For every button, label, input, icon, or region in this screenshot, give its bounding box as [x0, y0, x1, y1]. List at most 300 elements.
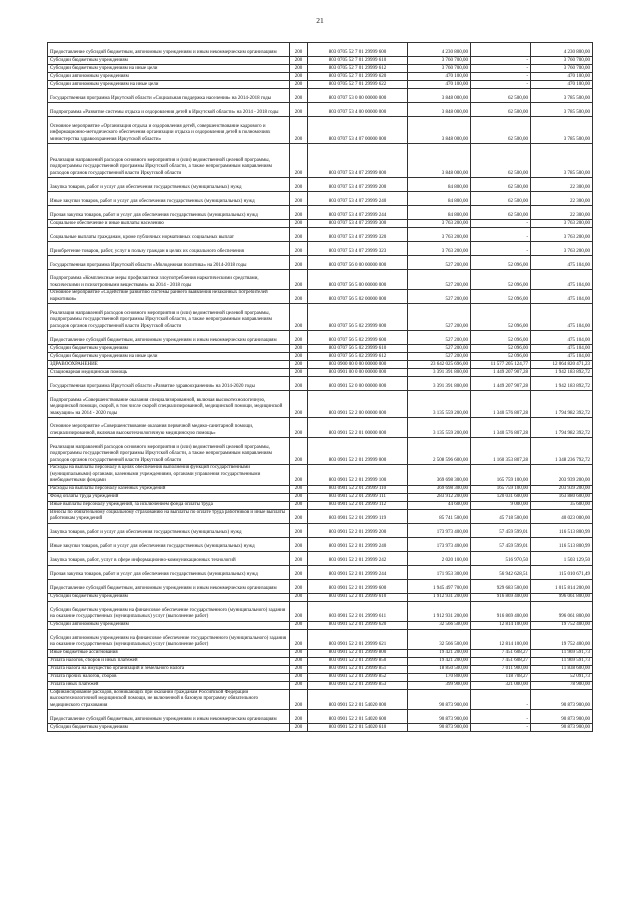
row-approved-cell: 4 230 800,00: [408, 43, 471, 57]
row-executed-cell: -: [471, 689, 531, 710]
row-executed-cell: 7 451 608,27: [471, 649, 531, 657]
row-executed-cell: 57 459 599,01: [471, 537, 531, 551]
row-unexecuted-cell: 116 513 800,99: [531, 537, 593, 551]
row-line-code-cell: 200: [290, 649, 308, 657]
row-budget-code-cell: 803 0901 52 2 01 54020 000: [308, 689, 408, 710]
row-executed-cell: 1 160 353 807,28: [471, 438, 531, 465]
row-approved-cell: 3 391 391 800,00: [408, 377, 471, 391]
table-row: [48, 673, 593, 681]
table-row: [48, 345, 593, 353]
row-budget-code-cell: 803 0901 52 0 00 00000 000: [308, 377, 408, 391]
row-approved-cell: 44 600,00: [408, 501, 471, 509]
row-budget-code-cell: 803 0901 52 2 01 29999 242: [308, 551, 408, 565]
row-budget-code-cell: 803 0901 52 2 01 29999 800: [308, 649, 408, 657]
row-budget-code-cell: 803 0707 53 4 07 00000 000: [308, 117, 408, 144]
row-name-cell: Основное мероприятие «Содействие развитию системы раннего выявления незаконных потребителей наркотиков»: [48, 290, 290, 304]
row-line-code-cell: 200: [290, 621, 308, 629]
row-unexecuted-cell: 22 300,00: [531, 206, 593, 220]
row-approved-cell: 527 200,00: [408, 345, 471, 353]
table-row: [48, 73, 593, 81]
row-unexecuted-cell: 3 760 700,00: [531, 65, 593, 73]
row-budget-code-cell: 803 0901 52 2 01 29999 851: [308, 665, 408, 673]
row-executed-cell: 62 500,00: [471, 103, 531, 117]
row-line-code-cell: 200: [290, 593, 308, 601]
row-name-cell: Субсидии автономным учреждениям: [48, 73, 290, 81]
row-line-code-cell: 200: [290, 565, 308, 579]
row-line-code-cell: 200: [290, 551, 308, 565]
row-approved-cell: 171 953 300,00: [408, 565, 471, 579]
row-name-cell: Расходы на выплаты персоналу в целях обеспечения выполнения функций государственными (муниципальными) органами, казенными учреждениями, органами управления государственными внебюджетными фондами: [48, 465, 290, 486]
row-line-code-cell: 200: [290, 465, 308, 486]
table-row: [48, 551, 593, 565]
table-row: [48, 369, 593, 377]
row-approved-cell: 3 848 000,00: [408, 117, 471, 144]
row-approved-cell: 1 912 931 200,00: [408, 601, 471, 621]
row-unexecuted-cell: 1 794 982 392,72: [531, 391, 593, 418]
row-executed-cell: 165 759 100,00: [471, 485, 531, 493]
row-line-code-cell: 200: [290, 493, 308, 501]
row-unexecuted-cell: 40 023 000,00: [531, 509, 593, 523]
row-unexecuted-cell: 3 763 200,00: [531, 228, 593, 242]
row-budget-code-cell: 803 0705 52 7 01 29999 612: [308, 65, 408, 73]
row-unexecuted-cell: 11 838 600,00: [531, 665, 593, 673]
row-executed-cell: 321 000,00: [471, 681, 531, 689]
row-unexecuted-cell: 475 104,00: [531, 304, 593, 331]
row-budget-code-cell: 803 0901 52 2 01 29999 610: [308, 593, 408, 601]
row-approved-cell: 527 200,00: [408, 256, 471, 270]
table-row: [48, 629, 593, 649]
row-unexecuted-cell: 4 230 800,00: [531, 43, 593, 57]
row-budget-code-cell: 803 0707 56 5 02 29999 610: [308, 345, 408, 353]
row-budget-code-cell: 803 0901 52 2 01 29999 852: [308, 673, 408, 681]
row-name-cell: Подпрограмма «Совершенствование оказания специализированной, включая высокотехнологичную, медицинской помощи, скорой, в том числе скорой специализированной, медицинской помощи, медицинской эвакуации» на 2014 - 2020 годы: [48, 391, 290, 418]
row-name-cell: Закупка товаров, работ и услуг для обеспечения государственных (муниципальных) нужд: [48, 523, 290, 537]
row-executed-cell: 165 759 100,00: [471, 465, 531, 486]
row-budget-code-cell: 803 0707 53 4 07 29999 240: [308, 192, 408, 206]
table-row: [48, 689, 593, 710]
row-executed-cell: 916 869 400,00: [471, 601, 531, 621]
row-line-code-cell: 200: [290, 579, 308, 593]
row-approved-cell: 3 848 000,00: [408, 103, 471, 117]
row-line-code-cell: 200: [290, 391, 308, 418]
table-row: [48, 270, 593, 290]
row-budget-code-cell: 803 0901 52 2 01 29999 244: [308, 565, 408, 579]
row-line-code-cell: 200: [290, 523, 308, 537]
row-budget-code-cell: 803 0901 52 2 01 54020 600: [308, 710, 408, 724]
row-executed-cell: 62 500,00: [471, 206, 531, 220]
table-row: [48, 117, 593, 144]
row-name-cell: Иные закупки товаров, работ и услуг для обеспечения государственных (муниципальных) нужд: [48, 537, 290, 551]
row-executed-cell: 12 814 100,00: [471, 621, 531, 629]
row-budget-code-cell: 803 0707 56 5 02 29999 612: [308, 353, 408, 361]
row-line-code-cell: 200: [290, 178, 308, 192]
row-executed-cell: 12 814 100,00: [471, 629, 531, 649]
row-line-code-cell: 200: [290, 724, 308, 732]
table-row: [48, 391, 593, 418]
row-approved-cell: 90 873 900,00: [408, 710, 471, 724]
row-budget-code-cell: 803 0707 53 4 07 29999 320: [308, 228, 408, 242]
row-budget-code-cell: 803 0705 52 7 01 29999 622: [308, 81, 408, 89]
row-approved-cell: 3 848 000,00: [408, 144, 471, 178]
row-executed-cell: 52 096,00: [471, 353, 531, 361]
table-row: [48, 485, 593, 493]
row-approved-cell: 369 698 300,00: [408, 485, 471, 493]
row-executed-cell: -: [471, 220, 531, 228]
row-name-cell: Взносы по обязательному социальному страхованию на выплаты по оплате труда работников и иные выплаты работникам учреждений: [48, 509, 290, 523]
row-line-code-cell: 200: [290, 228, 308, 242]
row-name-cell: ЗДРАВООХРАНЕНИЕ: [48, 361, 290, 369]
table-row: [48, 178, 593, 192]
row-budget-code-cell: 803 0707 56 5 02 00000 000: [308, 290, 408, 304]
row-line-code-cell: 200: [290, 377, 308, 391]
table-row: [48, 665, 593, 673]
row-approved-cell: 1 912 931 200,00: [408, 593, 471, 601]
row-approved-cell: 3 135 559 200,00: [408, 418, 471, 438]
row-unexecuted-cell: 90 873 900,00: [531, 710, 593, 724]
row-approved-cell: 32 566 500,00: [408, 629, 471, 649]
row-executed-cell: 929 683 500,00: [471, 579, 531, 593]
row-executed-cell: 1 449 207 907,28: [471, 377, 531, 391]
row-budget-code-cell: 803 0901 52 2 01 29999 621: [308, 629, 408, 649]
table-row: [48, 192, 593, 206]
table-row: [48, 537, 593, 551]
row-line-code-cell: 200: [290, 665, 308, 673]
row-unexecuted-cell: 996 061 800,00: [531, 601, 593, 621]
row-name-cell: Субсидии бюджетным учреждениям на иные цели: [48, 65, 290, 73]
row-line-code-cell: 200: [290, 81, 308, 89]
row-approved-cell: 527 200,00: [408, 270, 471, 290]
table-row: [48, 493, 593, 501]
row-line-code-cell: 200: [290, 345, 308, 353]
row-name-cell: Субсидии бюджетным учреждениям: [48, 57, 290, 65]
table-row: [48, 593, 593, 601]
row-executed-cell: 62 500,00: [471, 117, 531, 144]
row-executed-cell: 52 096,00: [471, 290, 531, 304]
row-budget-code-cell: 803 0900 00 0 00 00000 000: [308, 361, 408, 369]
row-unexecuted-cell: 3 785 500,00: [531, 117, 593, 144]
row-name-cell: Подпрограмма «Развитие системы отдыха и оздоровления детей в Иркутской области» на 2014 - 2018 годы: [48, 103, 290, 117]
table-row: [48, 228, 593, 242]
row-executed-cell: 1 340 576 807,28: [471, 391, 531, 418]
row-budget-code-cell: 803 0901 52 2 01 29999 611: [308, 601, 408, 621]
row-budget-code-cell: 803 0707 53 4 07 29999 300: [308, 220, 408, 228]
table-row: [48, 465, 593, 486]
row-line-code-cell: 200: [290, 331, 308, 345]
table-row: [48, 710, 593, 724]
row-budget-code-cell: 803 0901 52 2 01 29999 110: [308, 485, 408, 493]
row-approved-cell: 2 508 596 600,00: [408, 438, 471, 465]
row-name-cell: Государственная программа Иркутской области «Социальная поддержка населения» на 2014-2018 годы: [48, 89, 290, 103]
row-line-code-cell: 200: [290, 117, 308, 144]
row-name-cell: Субсидии бюджетным учреждениям на иные цели: [48, 353, 290, 361]
row-unexecuted-cell: 116 513 800,99: [531, 523, 593, 537]
row-executed-cell: 62 500,00: [471, 144, 531, 178]
table-row: [48, 242, 593, 256]
table-row: [48, 353, 593, 361]
row-executed-cell: 916 869 400,00: [471, 593, 531, 601]
row-budget-code-cell: 803 0901 52 2 01 00000 000: [308, 418, 408, 438]
row-budget-code-cell: 803 0707 56 5 00 00000 000: [308, 270, 408, 290]
table-row: [48, 509, 593, 523]
row-line-code-cell: 200: [290, 353, 308, 361]
row-name-cell: Прочая закупка товаров, работ и услуг для обеспечения государственных (муниципальных) нужд: [48, 565, 290, 579]
row-line-code-cell: 200: [290, 65, 308, 73]
row-unexecuted-cell: 22 300,00: [531, 192, 593, 206]
row-approved-cell: 170 800,00: [408, 673, 471, 681]
row-approved-cell: 470 100,00: [408, 73, 471, 81]
row-approved-cell: 527 200,00: [408, 304, 471, 331]
row-name-cell: Субсидии автономным учреждениям на финансовое обеспечение государственного (муниципального) задания на оказание государственных (муниципальных) услуг (выполнение работ): [48, 629, 290, 649]
row-executed-cell: 62 500,00: [471, 178, 531, 192]
row-budget-code-cell: 803 0707 56 0 00 00000 000: [308, 256, 408, 270]
row-unexecuted-cell: 3 785 500,00: [531, 89, 593, 103]
row-unexecuted-cell: 90 873 900,00: [531, 724, 593, 732]
row-name-cell: Расходы на выплаты персоналу казенных учреждений: [48, 485, 290, 493]
row-approved-cell: 173 973 400,00: [408, 523, 471, 537]
row-approved-cell: 3 763 200,00: [408, 228, 471, 242]
row-line-code-cell: 200: [290, 361, 308, 369]
row-line-code-cell: 200: [290, 438, 308, 465]
table-row: [48, 290, 593, 304]
row-executed-cell: 1 449 207 907,28: [471, 369, 531, 377]
row-unexecuted-cell: 470 100,00: [531, 81, 593, 89]
row-executed-cell: -: [471, 710, 531, 724]
row-unexecuted-cell: 475 104,00: [531, 256, 593, 270]
row-unexecuted-cell: 35 600,00: [531, 501, 593, 509]
row-approved-cell: 3 763 200,00: [408, 220, 471, 228]
row-approved-cell: 527 200,00: [408, 353, 471, 361]
row-budget-code-cell: 803 0901 52 2 01 29999 853: [308, 681, 408, 689]
row-name-cell: Уплата налогов, сборов и иных платежей: [48, 657, 290, 665]
table-row: [48, 565, 593, 579]
row-budget-code-cell: 803 0901 52 2 01 29999 240: [308, 537, 408, 551]
row-unexecuted-cell: 3 785 500,00: [531, 144, 593, 178]
row-executed-cell: 52 096,00: [471, 304, 531, 331]
row-approved-cell: 173 973 400,00: [408, 537, 471, 551]
row-budget-code-cell: 803 0707 53 4 07 29999 244: [308, 206, 408, 220]
row-unexecuted-cell: 470 100,00: [531, 73, 593, 81]
row-budget-code-cell: 803 0901 52 2 01 29999 600: [308, 579, 408, 593]
table-row: [48, 657, 593, 665]
table-row: [48, 144, 593, 178]
row-executed-cell: -: [471, 57, 531, 65]
row-approved-cell: 3 135 559 200,00: [408, 391, 471, 418]
row-unexecuted-cell: 78 900,00: [531, 681, 593, 689]
row-unexecuted-cell: 52 091,73: [531, 673, 593, 681]
row-budget-code-cell: 803 0901 52 2 01 29999 850: [308, 657, 408, 665]
row-unexecuted-cell: 1 794 982 392,72: [531, 418, 593, 438]
page-number: 21: [316, 16, 324, 25]
row-unexecuted-cell: 19 752 400,00: [531, 621, 593, 629]
row-name-cell: Государственная программа Иркутской области «Молодежная политика» на 2014-2018 годы: [48, 256, 290, 270]
table-row: [48, 89, 593, 103]
row-approved-cell: 18 850 500,00: [408, 665, 471, 673]
row-executed-cell: 52 096,00: [471, 331, 531, 345]
row-executed-cell: 7 451 608,27: [471, 657, 531, 665]
row-executed-cell: 1 340 576 807,28: [471, 418, 531, 438]
row-budget-code-cell: 803 0707 56 5 02 29999 000: [308, 304, 408, 331]
row-approved-cell: 283 912 200,00: [408, 493, 471, 501]
row-unexecuted-cell: 3 763 200,00: [531, 220, 593, 228]
row-approved-cell: 23 642 025 696,00: [408, 361, 471, 369]
row-line-code-cell: 200: [290, 304, 308, 331]
row-approved-cell: 470 100,00: [408, 81, 471, 89]
table-row: [48, 331, 593, 345]
row-name-cell: Реализация направлений расходов основного мероприятия и (или) ведомственной целевой программы, подпрограммы государственной программы Иркутской области, а также непрограммным направлениям расходов органов государственной власти Иркутской области: [48, 144, 290, 178]
row-executed-cell: -: [471, 228, 531, 242]
row-executed-cell: 52 096,00: [471, 256, 531, 270]
table-row: [48, 681, 593, 689]
row-name-cell: Закупка товаров, работ, услуг в сфере информационно-коммуникационных технологий: [48, 551, 290, 565]
row-executed-cell: 62 500,00: [471, 89, 531, 103]
row-line-code-cell: 200: [290, 501, 308, 509]
row-unexecuted-cell: 475 104,00: [531, 345, 593, 353]
row-budget-code-cell: 803 0901 52 2 01 29999 112: [308, 501, 408, 509]
row-name-cell: Государственная программа Иркутской области «Развитие здравоохранения» на 2014-2020 годы: [48, 377, 290, 391]
row-name-cell: Иные выплаты персоналу учреждений, за исключением фонда оплаты труда: [48, 501, 290, 509]
row-name-cell: Предоставление субсидий бюджетным, автономным учреждениям и иным некоммерческим организациям: [48, 579, 290, 593]
row-name-cell: Приобретение товаров, работ, услуг в пользу граждан в целях их социального обеспечения: [48, 242, 290, 256]
row-unexecuted-cell: 11 969 591,73: [531, 657, 593, 665]
row-name-cell: Иные закупки товаров, работ и услуг для обеспечения государственных (муниципальных) нужд: [48, 192, 290, 206]
row-approved-cell: 90 873 900,00: [408, 724, 471, 732]
row-executed-cell: -: [471, 242, 531, 256]
row-line-code-cell: 200: [290, 43, 308, 57]
row-executed-cell: [471, 43, 531, 57]
row-name-cell: Уплата прочих налогов, сборов: [48, 673, 290, 681]
row-unexecuted-cell: 22 300,00: [531, 178, 593, 192]
row-budget-code-cell: 803 0707 53 4 07 29999 000: [308, 144, 408, 178]
table-row: [48, 256, 593, 270]
row-name-cell: Субсидии бюджетным учреждениям: [48, 724, 290, 732]
row-unexecuted-cell: 90 873 900,00: [531, 689, 593, 710]
table-row: [48, 220, 593, 228]
row-line-code-cell: 200: [290, 256, 308, 270]
row-unexecuted-cell: 3 785 500,00: [531, 103, 593, 117]
table-row: [48, 103, 593, 117]
row-name-cell: Реализация направлений расходов основного мероприятия и (или) ведомственной целевой программы, подпрограммы государственной программы Иркутской области, а также непрограммным направлениям расходов органов государственной власти Иркутской области: [48, 438, 290, 465]
row-budget-code-cell: 803 0707 53 0 00 00000 000: [308, 89, 408, 103]
row-budget-code-cell: 803 0707 56 5 02 29999 600: [308, 331, 408, 345]
row-approved-cell: 32 566 500,00: [408, 621, 471, 629]
table-row: [48, 206, 593, 220]
row-line-code-cell: 200: [290, 369, 308, 377]
table-row: [48, 724, 593, 732]
row-line-code-cell: 200: [290, 270, 308, 290]
row-name-cell: Стационарная медицинская помощь: [48, 369, 290, 377]
table-row: [48, 418, 593, 438]
row-executed-cell: -: [471, 724, 531, 732]
row-name-cell: Реализация направлений расходов основного мероприятия и (или) ведомственной целевой программы, подпрограммы государственной программы Иркутской области, а также непрограммным направлениям расходов органов государственной власти Иркутской области: [48, 304, 290, 331]
row-line-code-cell: 200: [290, 192, 308, 206]
row-line-code-cell: 200: [290, 220, 308, 228]
row-name-cell: Предоставление субсидий бюджетным, автономным учреждениям и иным некоммерческим организациям: [48, 710, 290, 724]
row-unexecuted-cell: 1 503 129,50: [531, 551, 593, 565]
row-name-cell: Социальные выплаты гражданам, кроме публичных нормативных социальных выплат: [48, 228, 290, 242]
row-line-code-cell: 200: [290, 673, 308, 681]
row-executed-cell: -: [471, 81, 531, 89]
row-executed-cell: 120 031 600,00: [471, 493, 531, 501]
row-unexecuted-cell: 475 104,00: [531, 290, 593, 304]
table-row: [48, 601, 593, 621]
table-row: [48, 304, 593, 331]
row-executed-cell: 7 011 900,00: [471, 665, 531, 673]
row-approved-cell: 527 200,00: [408, 290, 471, 304]
row-budget-code-cell: 803 0901 52 2 00 00000 000: [308, 391, 408, 418]
row-approved-cell: 399 900,00: [408, 681, 471, 689]
row-executed-cell: 45 718 500,00: [471, 509, 531, 523]
row-line-code-cell: 200: [290, 509, 308, 523]
row-line-code-cell: 200: [290, 103, 308, 117]
row-budget-code-cell: 803 0901 52 2 01 29999 620: [308, 621, 408, 629]
row-unexecuted-cell: 996 061 800,00: [531, 593, 593, 601]
row-unexecuted-cell: 115 010 671,49: [531, 565, 593, 579]
row-name-cell: Уплата налога на имущество организаций и земельного налога: [48, 665, 290, 673]
table-row: [48, 523, 593, 537]
row-line-code-cell: 200: [290, 681, 308, 689]
row-line-code-cell: 200: [290, 710, 308, 724]
row-name-cell: Закупка товаров, работ и услуг для обеспечения государственных (муниципальных) нужд: [48, 178, 290, 192]
row-name-cell: Субсидии автономным учреждениям на иные цели: [48, 81, 290, 89]
row-budget-code-cell: 803 0707 53 4 00 00000 000: [308, 103, 408, 117]
row-name-cell: Иные бюджетные ассигнования: [48, 649, 290, 657]
row-approved-cell: 3 391 391 800,00: [408, 369, 471, 377]
row-name-cell: Фонд оплаты труда учреждений: [48, 493, 290, 501]
row-line-code-cell: 200: [290, 537, 308, 551]
row-executed-cell: 118 708,27: [471, 673, 531, 681]
table-row: [48, 57, 593, 65]
row-executed-cell: 52 096,00: [471, 270, 531, 290]
row-unexecuted-cell: 475 104,00: [531, 270, 593, 290]
table-row: [48, 501, 593, 509]
row-line-code-cell: 200: [290, 418, 308, 438]
row-name-cell: Подпрограмма «Комплексные меры профилактики злоупотребления наркотическими средствами, токсическими и психотропными веществами» на 2014 - 2018 годы: [48, 270, 290, 290]
row-line-code-cell: 200: [290, 629, 308, 649]
row-approved-cell: 3 760 700,00: [408, 57, 471, 65]
row-unexecuted-cell: 203 939 200,00: [531, 465, 593, 486]
row-approved-cell: 1 945 497 700,00: [408, 579, 471, 593]
row-executed-cell: 56 942 628,51: [471, 565, 531, 579]
row-approved-cell: 19 421 200,00: [408, 649, 471, 657]
table-body: [48, 43, 593, 732]
row-unexecuted-cell: 3 763 200,00: [531, 242, 593, 256]
table-row: [48, 621, 593, 629]
row-name-cell: Прочая закупка товаров, работ и услуг для обеспечения государственных (муниципальных) нужд: [48, 206, 290, 220]
row-executed-cell: 9 000,00: [471, 501, 531, 509]
row-executed-cell: 52 096,00: [471, 345, 531, 353]
row-name-cell: Уплата иных платежей: [48, 681, 290, 689]
row-line-code-cell: 200: [290, 57, 308, 65]
row-line-code-cell: 200: [290, 485, 308, 493]
row-executed-cell: 516 970,50: [471, 551, 531, 565]
row-name-cell: Предоставление субсидий бюджетным, автономным учреждениям и иным некоммерческим организациям: [48, 43, 290, 57]
row-budget-code-cell: 803 0901 00 0 00 00000 000: [308, 369, 408, 377]
row-executed-cell: -: [471, 73, 531, 81]
row-executed-cell: -: [471, 65, 531, 73]
row-budget-code-cell: 803 0901 52 2 01 54020 610: [308, 724, 408, 732]
row-name-cell: Основное мероприятие «Организация отдыха и оздоровления детей, совершенствование кадрового и информационно-методического обеспечения организации отдыха и оздоровления детей в полномочиях министерства здравоохранения Иркутской области»: [48, 117, 290, 144]
row-executed-cell: 11 577 205 124,77: [471, 361, 531, 369]
table-row: [48, 579, 593, 593]
row-unexecuted-cell: 1 015 814 200,00: [531, 579, 593, 593]
row-executed-cell: 57 459 599,01: [471, 523, 531, 537]
row-budget-code-cell: 803 0901 52 2 01 29999 100: [308, 465, 408, 486]
row-name-cell: Субсидии автономным учреждениям: [48, 621, 290, 629]
table-row: [48, 43, 593, 57]
row-unexecuted-cell: 19 752 400,00: [531, 629, 593, 649]
row-name-cell: Социальное обеспечение и иные выплаты населению: [48, 220, 290, 228]
row-unexecuted-cell: 1 348 236 792,72: [531, 438, 593, 465]
